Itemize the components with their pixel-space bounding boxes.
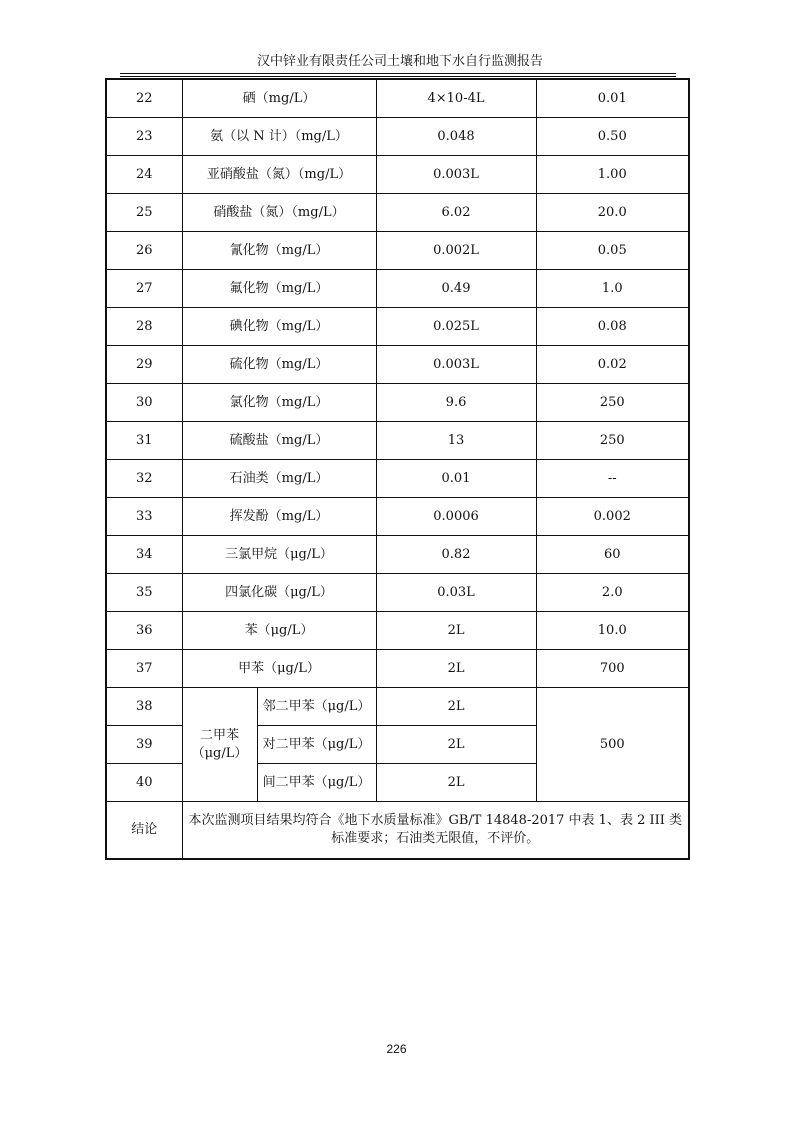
- item-name-cell: 对二甲苯（μg/L）: [257, 726, 376, 764]
- row-number-cell: 24: [106, 156, 182, 194]
- result-value-cell: 2L: [376, 764, 536, 802]
- table-row: [106, 79, 689, 118]
- table-row: [106, 498, 689, 536]
- row-number-cell: 31: [106, 422, 182, 460]
- limit-value-cell: 0.08: [536, 308, 689, 346]
- limit-value-cell: 250: [536, 422, 689, 460]
- item-name-cell: 苯（μg/L）: [182, 612, 376, 650]
- limit-value-cell: 20.0: [536, 194, 689, 232]
- table-row: [106, 118, 689, 156]
- item-name-cell: 石油类（mg/L）: [182, 460, 376, 498]
- item-name-cell: 氰化物（mg/L）: [182, 232, 376, 270]
- result-value-cell: 6.02: [376, 194, 536, 232]
- table-row: [106, 232, 689, 270]
- limit-value-cell: 0.50: [536, 118, 689, 156]
- item-name-cell: 间二甲苯（μg/L）: [257, 764, 376, 802]
- row-number-cell: 30: [106, 384, 182, 422]
- limit-value-cell: 10.0: [536, 612, 689, 650]
- table-row: [106, 650, 689, 688]
- item-name-cell: 四氯化碳（μg/L）: [182, 574, 376, 612]
- row-number-cell: 29: [106, 346, 182, 384]
- row-number-cell: 40: [106, 764, 182, 802]
- table-row: [106, 194, 689, 232]
- row-number-cell: 36: [106, 612, 182, 650]
- limit-value-cell: 700: [536, 650, 689, 688]
- limit-value-cell: 1.0: [536, 270, 689, 308]
- xylene-group-cell: 二甲苯（μg/L）: [182, 688, 257, 802]
- xylene-limit-cell: 500: [536, 688, 689, 802]
- limit-value-cell: 0.02: [536, 346, 689, 384]
- table-row: [106, 422, 689, 460]
- row-number-cell: 39: [106, 726, 182, 764]
- result-value-cell: 0.048: [376, 118, 536, 156]
- item-name-cell: 氯化物（mg/L）: [182, 384, 376, 422]
- result-value-cell: 0.025L: [376, 308, 536, 346]
- item-name-cell: 硫酸盐（mg/L）: [182, 422, 376, 460]
- result-value-cell: 2L: [376, 612, 536, 650]
- result-value-cell: 0.01: [376, 460, 536, 498]
- table-row: [106, 270, 689, 308]
- page-number: 226: [386, 1042, 407, 1056]
- table-row: [106, 384, 689, 422]
- conclusion-text-cell: 本次监测项目结果均符合《地下水质量标准》GB/T 14848-2017 中表 1、表 2 III 类标准要求；石油类无限值，不评价。: [182, 802, 689, 860]
- table-body: [106, 79, 689, 859]
- result-value-cell: 2L: [376, 726, 536, 764]
- item-name-cell: 挥发酚（mg/L）: [182, 498, 376, 536]
- table-row: [106, 156, 689, 194]
- item-name-cell: 硒（mg/L）: [182, 79, 376, 118]
- result-value-cell: 0.0006: [376, 498, 536, 536]
- limit-value-cell: 0.05: [536, 232, 689, 270]
- item-name-cell: 氟化物（mg/L）: [182, 270, 376, 308]
- row-number-cell: 25: [106, 194, 182, 232]
- table-row: [106, 460, 689, 498]
- item-name-cell: 亚硝酸盐（氮）（mg/L）: [182, 156, 376, 194]
- result-value-cell: 0.82: [376, 536, 536, 574]
- item-name-cell: 硝酸盐（氮）（mg/L）: [182, 194, 376, 232]
- result-value-cell: 13: [376, 422, 536, 460]
- table-row: [106, 612, 689, 650]
- limit-value-cell: 1.00: [536, 156, 689, 194]
- result-value-cell: 0.003L: [376, 346, 536, 384]
- row-number-cell: 35: [106, 574, 182, 612]
- row-number-cell: 34: [106, 536, 182, 574]
- row-number-cell: 28: [106, 308, 182, 346]
- item-name-cell: 氨（以 N 计）（mg/L）: [182, 118, 376, 156]
- result-value-cell: 0.003L: [376, 156, 536, 194]
- item-name-cell: 三氯甲烷（μg/L）: [182, 536, 376, 574]
- limit-value-cell: 0.002: [536, 498, 689, 536]
- table-row: [106, 688, 689, 726]
- limit-value-cell: --: [536, 460, 689, 498]
- monitoring-results-table: [105, 78, 690, 860]
- row-number-cell: 38: [106, 688, 182, 726]
- header-rule-lower: [120, 76, 676, 77]
- row-number-cell: 37: [106, 650, 182, 688]
- result-value-cell: 0.03L: [376, 574, 536, 612]
- item-name-cell: 碘化物（mg/L）: [182, 308, 376, 346]
- table-row: [106, 308, 689, 346]
- row-number-cell: 26: [106, 232, 182, 270]
- item-name-cell: 硫化物（mg/L）: [182, 346, 376, 384]
- header-rule: [120, 73, 676, 74]
- result-value-cell: 4×10-4L: [376, 79, 536, 118]
- row-number-cell: 22: [106, 79, 182, 118]
- row-number-cell: 23: [106, 118, 182, 156]
- row-number-cell: 27: [106, 270, 182, 308]
- table-row: [106, 536, 689, 574]
- table-row: [106, 346, 689, 384]
- limit-value-cell: 60: [536, 536, 689, 574]
- item-name-cell: 甲苯（μg/L）: [182, 650, 376, 688]
- limit-value-cell: 250: [536, 384, 689, 422]
- limit-value-cell: 0.01: [536, 79, 689, 118]
- conclusion-row: [106, 802, 689, 860]
- result-value-cell: 2L: [376, 688, 536, 726]
- row-number-cell: 32: [106, 460, 182, 498]
- conclusion-label-cell: 结论: [106, 802, 182, 860]
- limit-value-cell: 2.0: [536, 574, 689, 612]
- result-value-cell: 9.6: [376, 384, 536, 422]
- result-value-cell: 0.49: [376, 270, 536, 308]
- result-value-cell: 2L: [376, 650, 536, 688]
- result-value-cell: 0.002L: [376, 232, 536, 270]
- item-name-cell: 邻二甲苯（μg/L）: [257, 688, 376, 726]
- report-header-title: 汉中锌业有限责任公司土壤和地下水自行监测报告: [256, 54, 543, 69]
- table-row: [106, 574, 689, 612]
- row-number-cell: 33: [106, 498, 182, 536]
